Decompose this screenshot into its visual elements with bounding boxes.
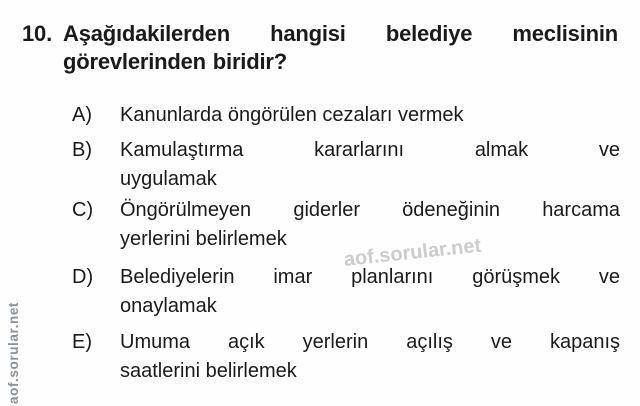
option-e-text <box>120 328 620 386</box>
option-b-line-2: uygulamak <box>120 168 217 190</box>
watermark-center-diagonal: aof.sorular.net <box>342 234 483 271</box>
watermark-left-vertical: aof.sorular.net <box>6 301 21 404</box>
option-a-text <box>120 101 620 130</box>
option-d-line-2: onaylamak <box>120 295 217 317</box>
option-c-text <box>120 196 620 254</box>
option-c <box>72 196 620 254</box>
option-d-letter: D) <box>72 266 94 288</box>
question-number: 10. <box>22 21 52 46</box>
question-text-line-2: görevlerinden biridir? <box>63 49 287 74</box>
option-b-letter: B) <box>72 139 92 161</box>
option-e-letter: E) <box>72 331 92 353</box>
question-header <box>22 20 618 48</box>
option-d-line-1: Belediyelerin imar planlarını görüşmek ve <box>120 266 620 288</box>
option-c-line-1: Öngörülmeyen giderler ödeneğinin harcama <box>120 199 620 221</box>
question-text-line-1: Aşağıdakilerden hangisi belediye meclisinin <box>63 21 618 46</box>
option-d <box>72 263 620 321</box>
option-a <box>72 101 620 130</box>
option-a-line-1: Kanunlarda öngörülen cezaları vermek <box>120 104 464 126</box>
option-b-text <box>120 136 620 194</box>
option-c-letter: C) <box>72 199 94 221</box>
option-e-line-2: saatlerini belirlemek <box>120 360 297 382</box>
option-a-letter: A) <box>72 104 92 126</box>
option-b <box>72 136 620 194</box>
option-e-line-1: Umuma açık yerlerin açılış ve kapanış <box>120 331 620 353</box>
option-e <box>72 328 620 386</box>
option-b-line-1: Kamulaştırma kararlarını almak ve <box>120 139 620 161</box>
option-c-line-2: yerlerini belirlemek <box>120 228 287 250</box>
option-d-text <box>120 263 620 321</box>
